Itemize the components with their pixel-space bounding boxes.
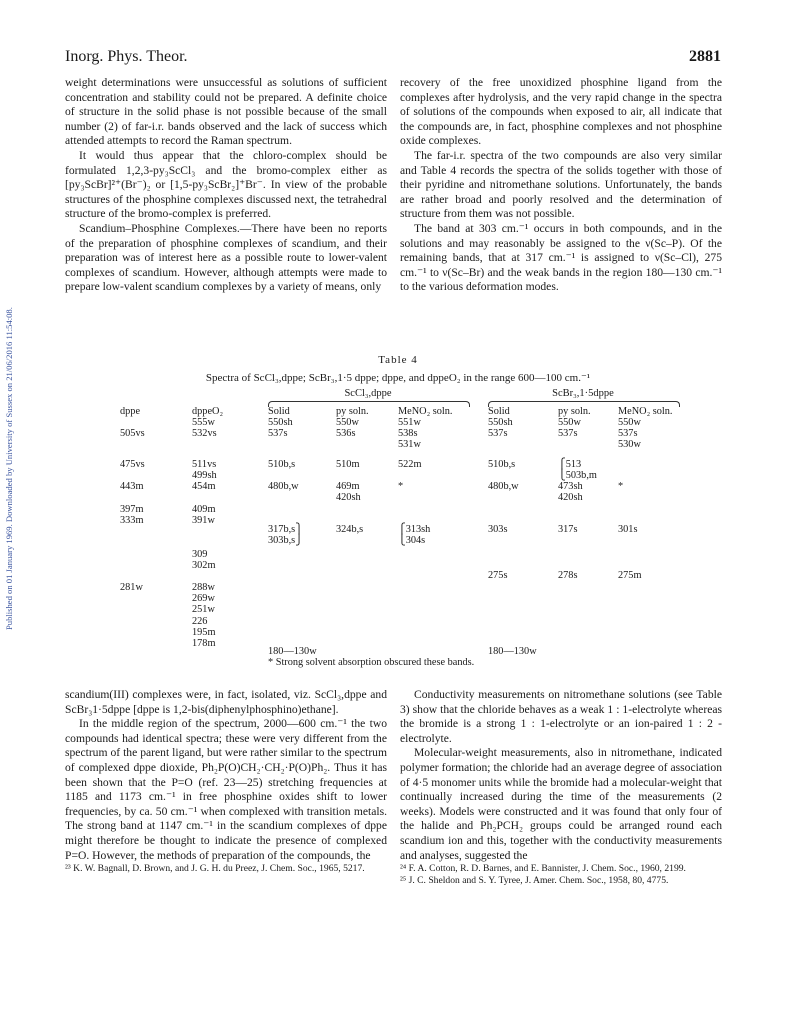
- table-cell: 550w: [336, 417, 359, 428]
- paragraph: recovery of the free unoxidized phosphine ligand from the complexes after hydrolysis, and the very rapid change in the spectra of solutions of the compounds when exposed to air, all indicate that the compounds are, in fact, phosphine complexes and not phosphine oxide complexes.: [400, 76, 722, 148]
- table-cell: 317b,s⎫ 303b,s⎭: [268, 524, 303, 547]
- group-header-scbr: ScBr₃,1·5dppe: [552, 388, 614, 399]
- table-cell: *: [618, 481, 624, 492]
- bottom-left-column: [65, 688, 387, 875]
- table-cell: 288w 269w 251w 226 195m 178m: [192, 582, 216, 650]
- table-cell: 473sh 420sh: [558, 481, 583, 504]
- table-cell: 443m: [120, 481, 144, 492]
- table-cell: 551w: [398, 417, 421, 428]
- table-title: Table 4: [378, 354, 418, 366]
- table-cell: 522m: [398, 459, 422, 470]
- table-cell: 510b,s: [488, 459, 516, 470]
- table-cell: 505vs: [120, 428, 145, 439]
- table-cell: 324b,s: [336, 524, 364, 535]
- table-cell: 180—130w: [488, 646, 537, 657]
- footnote: ²⁵ J. C. Sheldon and S. Y. Tyree, J. Amer. Chem. Soc., 1958, 80, 4775.: [400, 874, 669, 886]
- column-header: Solid: [268, 406, 290, 417]
- column-header: py soln.: [336, 406, 369, 417]
- table-cell: 538s 531w: [398, 428, 421, 451]
- table-cell: 510m: [336, 459, 360, 470]
- page-number: 2881: [689, 48, 721, 65]
- table-cell: ⎧313sh ⎩304s: [398, 524, 431, 547]
- table-cell: 409m 391w: [192, 504, 216, 527]
- bottom-right-column: [400, 688, 722, 886]
- table-cell: 301s: [618, 524, 638, 535]
- column-header: Solid: [488, 406, 510, 417]
- journal-header: Inorg. Phys. Theor.: [65, 48, 188, 65]
- table-cell: 532vs: [192, 428, 217, 439]
- table-cell: 550sh: [488, 417, 513, 428]
- table-cell: 480b,w: [268, 481, 299, 492]
- column-header: py soln.: [558, 406, 591, 417]
- table-caption: Spectra of ScCl₃,dppe; ScBr₃,1·5 dppe; dppe, and dppeO₂ in the range 600—100 cm.⁻¹: [205, 372, 591, 384]
- group-header-sccl: ScCl₃,dppe: [344, 388, 392, 399]
- table-cell: 537s 530w: [618, 428, 641, 451]
- table-cell: 475vs: [120, 459, 145, 470]
- paragraph: Conductivity measurements on nitromethane solutions (see Table 3) show that the chloride behaves as a weak 1 : 1-electrolyte whereas the bromide is a strong 1 : 1-electrolyte or an ion-paired 1 : 2 -electrolyte.: [400, 688, 722, 745]
- table-cell: 469m 420sh: [336, 481, 361, 504]
- top-right-column: [400, 76, 722, 295]
- paragraph: weight determinations were unsuccessful as solutions of sufficient concentration and stability could not be prepared. A definite choice of structure in the solid phase is not possible because of the small number (2) of far-i.r. bands observed and the lack of success which attended attempts to record the Raman spectrum.: [65, 76, 387, 148]
- column-header: MeNO₂ soln.: [618, 406, 673, 417]
- paragraph: It would thus appear that the chloro-complex should be formulated 1,2,3-py₃ScCl₃ and the bromo-complex either as [py₃ScBr]²⁺(Br⁻)₂ or [1,5-py₃ScBr₂]⁺Br⁻. In view of the probable structures of the phosphine complexes discussed next, the tetrahedral structure of the bromo-complex is preferred.: [65, 148, 387, 221]
- table-cell: 303s: [488, 524, 508, 535]
- table-cell: 480b,w: [488, 481, 519, 492]
- column-header: dppeO₂: [192, 406, 224, 417]
- table-cell: 275m: [618, 570, 642, 581]
- table-note: * Strong solvent absorption obscured these bands.: [268, 657, 475, 668]
- table-cell: 555w: [192, 417, 215, 428]
- paragraph: In the middle region of the spectrum, 2000—600 cm.⁻¹ the two compounds had identical spectra; these were very different from the spectrum of the parent ligand, but were rather similar to the spectrum of complexed dppe dioxide, Ph₂P(O)CH₂·CH₂·P(O)Ph₂. Thus it has been shown that the P=O (ref. 23—25) stretching frequencies at 1185 and 1173 cm.⁻¹ in free phosphine oxides shift to lower frequencies, by ca. 50 cm.⁻¹ when complexed with transition metals. The strong band at 1147 cm.⁻¹ in the scandium complexes of dppe might therefore be thought to indicate the presence of complexed P=O. However, the methods of preparation of the compounds, the: [65, 717, 387, 862]
- paragraph: The far-i.r. spectra of the two compounds are also very similar and Table 4 records the spectra of the solids together with those of their pyridine and nitromethane solutions. Unfortunately, the bands are rather broad and poorly resolved and the determination of structure from them was not possible.: [400, 148, 722, 221]
- table-cell: 309 302m: [192, 549, 216, 572]
- table-cell: 397m 333m: [120, 504, 144, 527]
- table-cell: 536s: [336, 428, 356, 439]
- table-cell: 275s: [488, 570, 508, 581]
- paragraph: Molecular-weight measurements, also in nitromethane, indicated polymer formation; the chloride had an average degree of association of 4·5 monomer units while the bromide had a molecular-weight that continually increased during the time of the measurements (2 weeks). Models were constructed and it was found that only four of the halide and Ph₂PCH₂ groups could be arranged round each scandium ion and this, together with the conductivity measurements and analyses, suggested the: [400, 746, 722, 862]
- table-cell: 550w: [618, 417, 641, 428]
- table-cell: 281w: [120, 582, 143, 593]
- paragraph: The band at 303 cm.⁻¹ occurs in both compounds, and in the solutions and may reasonably be assigned to the ν(Sc–P). Of the remaining bands, that at 317 cm.⁻¹ is assigned to ν(Sc–Cl), 275 cm.⁻¹ to ν(Sc–Br) and the weak bands in the region 180—130 cm.⁻¹ to the various deformation modes.: [400, 221, 722, 294]
- footnote: ²³ K. W. Bagnall, D. Brown, and J. G. H. du Preez, J. Chem. Soc., 1965, 5217.: [65, 863, 365, 875]
- table-cell: 317s: [558, 524, 578, 535]
- paragraph: scandium(III) complexes were, in fact, isolated, viz. ScCl₃,dppe and ScBr₃1·5dppe [dppe is 1,2-bis(diphenylphosphino)ethane].: [65, 688, 387, 716]
- download-watermark: Published on 01 January 1969. Downloaded by University of Sussex on 21/06/2016 11:54:08.: [4, 307, 14, 630]
- top-left-column: [65, 76, 387, 295]
- table-cell: 180—130w: [268, 646, 317, 657]
- table-cell: 550sh: [268, 417, 293, 428]
- footnote: ²⁴ F. A. Cotton, R. D. Barnes, and E. Bannister, J. Chem. Soc., 1960, 2199.: [400, 863, 686, 875]
- table-cell: 454m: [192, 481, 216, 492]
- table-cell: 278s: [558, 570, 578, 581]
- table-cell: 510b,s: [268, 459, 296, 470]
- column-header: dppe: [120, 406, 141, 417]
- table-cell: *: [398, 481, 404, 492]
- table-cell: 537s: [558, 428, 578, 439]
- table-cell: 511vs 499sh: [192, 459, 217, 482]
- table-cell: ⎧513 ⎩503b,m: [558, 459, 597, 482]
- table-cell: 537s: [268, 428, 288, 439]
- paragraph: Scandium–Phosphine Complexes.—There have been no reports of the preparation of phosphine complexes of scandium, and their preparation was of interest here as a possible route to lower-valent complexes of scandium. However, although attempts were made to prepare low-valent scandium complexes by a variety of means, only: [65, 221, 387, 294]
- table-cell: 550w: [558, 417, 581, 428]
- column-header: MeNO₂ soln.: [398, 406, 453, 417]
- table-cell: 537s: [488, 428, 508, 439]
